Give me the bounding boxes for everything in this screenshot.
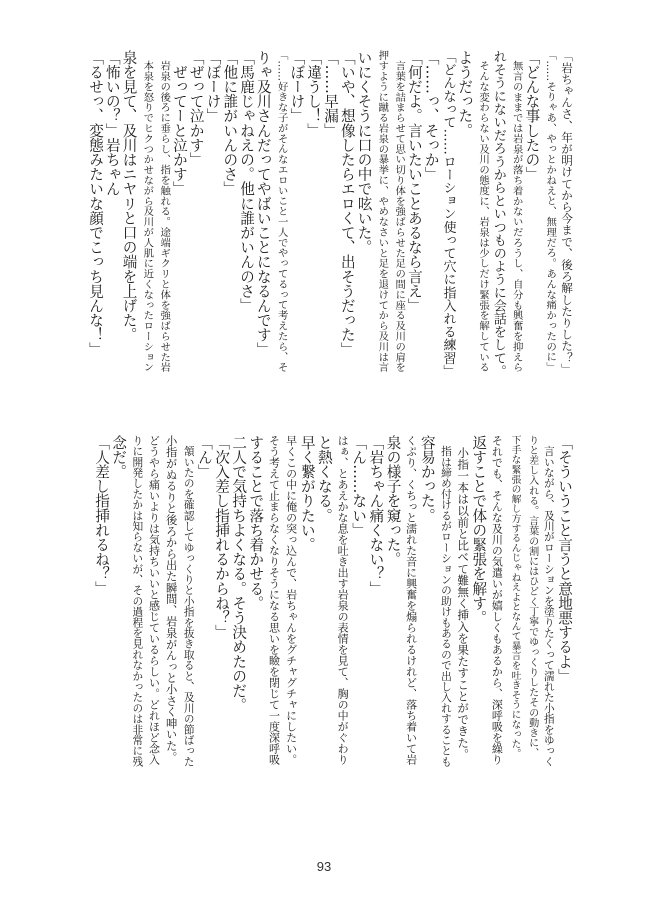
text-column: 頷いたのを確認してゆっくりと小指を抜き取ると、及川の節ばった xyxy=(182,435,196,767)
text-column: 「人差し指挿れるね？」 xyxy=(93,435,110,596)
text-column: 「次入差し指挿れるからね？」 xyxy=(213,435,231,640)
text-column: りに開発したかは知らないが、その過程を見れなかったのは非常に残 xyxy=(131,435,145,767)
text-column: 本泉を怒りでヒクつかせながら及川が人肌に近くなったローション xyxy=(141,50,154,373)
text-column: 「怖いの？」岩ちゃん xyxy=(103,50,121,196)
text-column: りと差し入れる。言葉の割にはひどく丁寧でゆっくりしたその動きに、 xyxy=(526,435,538,758)
text-column: 二人で気持ちよくなる。そう決めたのだ。 xyxy=(230,435,248,713)
text-column: 「……好きな子がそんなエロいこと一人でやってるって考えたら、そ xyxy=(275,50,288,373)
text-column: 泉を見て、及川はニヤリと口の端を上げた。 xyxy=(120,50,138,342)
text-column: と熱くなる。 xyxy=(315,435,333,523)
text-column: 「そういうこと言うと意地悪するよ」 xyxy=(556,435,573,684)
text-column: 「何だよ。言いたいことあるなら言え」 xyxy=(405,50,423,313)
text-column: 言葉を詰まらせて思い切り体を強ばらせた足の間に座る及川の肩を xyxy=(393,50,406,373)
text-column: 「どんな事したの」 xyxy=(523,50,541,182)
text-column: れそうにないだろうからといつものように会話をして。 xyxy=(490,50,506,378)
text-column: 容易かった。 xyxy=(418,435,436,523)
text-column: 泉の様子を窺った。 xyxy=(384,435,402,567)
text-column: 「ぼーけ」 xyxy=(288,50,306,123)
text-column: それでも、そんな及川の気遣いが嬉しくもあるから、深呼吸を繰り xyxy=(490,435,504,765)
page-number: 93 xyxy=(316,859,332,874)
text-column: 返すことで体の緊張を解す。 xyxy=(470,435,488,625)
text-column: ぜってーと泣かす」 xyxy=(170,50,188,196)
text-column: 「るせっ、変態みたいな顔でこっち見んな！」 xyxy=(87,50,104,357)
text-column: くぷり、くちっと濡れた音に興奮を煽られるけれど、落ち着いて岩 xyxy=(404,435,418,765)
text-column: 押すように蹴る岩泉の暴挙に、やめなさいと足を退けてから及川は言 xyxy=(376,50,389,373)
text-column: 「岩ちゃんさ、年が明けてから今まで、後ろ解したりした？」 xyxy=(560,50,574,375)
text-column: どうやら痛いよりは気持ちいいと感じているらしい。どれほど念入 xyxy=(147,435,161,765)
text-column: 小指一本は以前と比べて難無く挿入を果たすことができた。 xyxy=(456,435,471,760)
text-column: 早く繋がりたい。 xyxy=(298,435,316,552)
text-column: そんな変わらない及川の態度に、岩泉は少しだけ緊張を解している xyxy=(477,50,490,373)
text-column: 「馬鹿じゃねえの。他に誰がいんのさ」 xyxy=(238,50,256,313)
text-column: りゃ及川さんだってやばいことになるんです」 xyxy=(254,50,272,357)
text-column: 下手な緊張の解し方するんじゃねえよとなんて暴言を吐きそうになった。 xyxy=(509,435,521,759)
text-column: 言いながら、及川がローションを塗りたくって濡れた小指をゆっく xyxy=(542,435,556,767)
text-column: 念だ。 xyxy=(110,435,128,479)
text-column: 「違うし！」 xyxy=(305,50,323,138)
text-column: 早くこの中に俺の突っ込んで、岩ちゃんをグチャグチャにしたい。 xyxy=(284,435,298,765)
text-column: 「いや、想像したらエロくて、出そうだった」 xyxy=(338,50,356,357)
text-column: 「岩ちゃん痛くない？」 xyxy=(367,435,385,596)
text-column: 「ぼーけ」 xyxy=(204,50,222,123)
text-column: することで落ち着かせる。 xyxy=(247,435,265,611)
upper-text-block xyxy=(87,50,572,380)
lower-text-block xyxy=(93,435,571,767)
text-column: 「他に誰がいんのさ」 xyxy=(221,50,239,196)
text-column: 「ぜって泣かす」 xyxy=(187,50,205,167)
text-column: はぁ、とあえかな息を吐き出す岩泉の表情を見て、胸の中がぐわり xyxy=(336,435,350,765)
text-column: いにくそうに口の中で呟いた。 xyxy=(355,50,373,255)
text-column: 岩泉の後ろに垂らし、指を触れる。途端ギクリと体を強ばらせた岩 xyxy=(158,50,171,373)
text-column: 「ん……ない」 xyxy=(350,435,368,538)
text-column: 指は締め付けるがローションの助けもあるので出し入れすることも xyxy=(439,435,453,767)
text-column: そう考えて止まらなくなりそうになる思いを瞼を閉じて一度深呼吸 xyxy=(267,435,281,765)
text-column: 無言のままでは岩泉が落ち着かないだろうし、自分も興奮を抑えら xyxy=(510,50,523,373)
text-column: 「……そりゃあ、やっとかねえと、無理だろ。あんな痛かったのに」 xyxy=(544,50,557,373)
text-column: 「ん」 xyxy=(195,435,213,479)
text-column: 「……っ、そっか」 xyxy=(422,50,440,182)
text-column: 小指がぬるりと後ろから出た瞬間、岩泉がんっと小さく呻いた。 xyxy=(164,435,178,763)
text-column: 「どんなって……ローション使って穴に指入れる練習」 xyxy=(440,50,456,378)
text-column: ようだった。 xyxy=(456,50,474,138)
text-column: 「……早漏」 xyxy=(322,50,339,138)
